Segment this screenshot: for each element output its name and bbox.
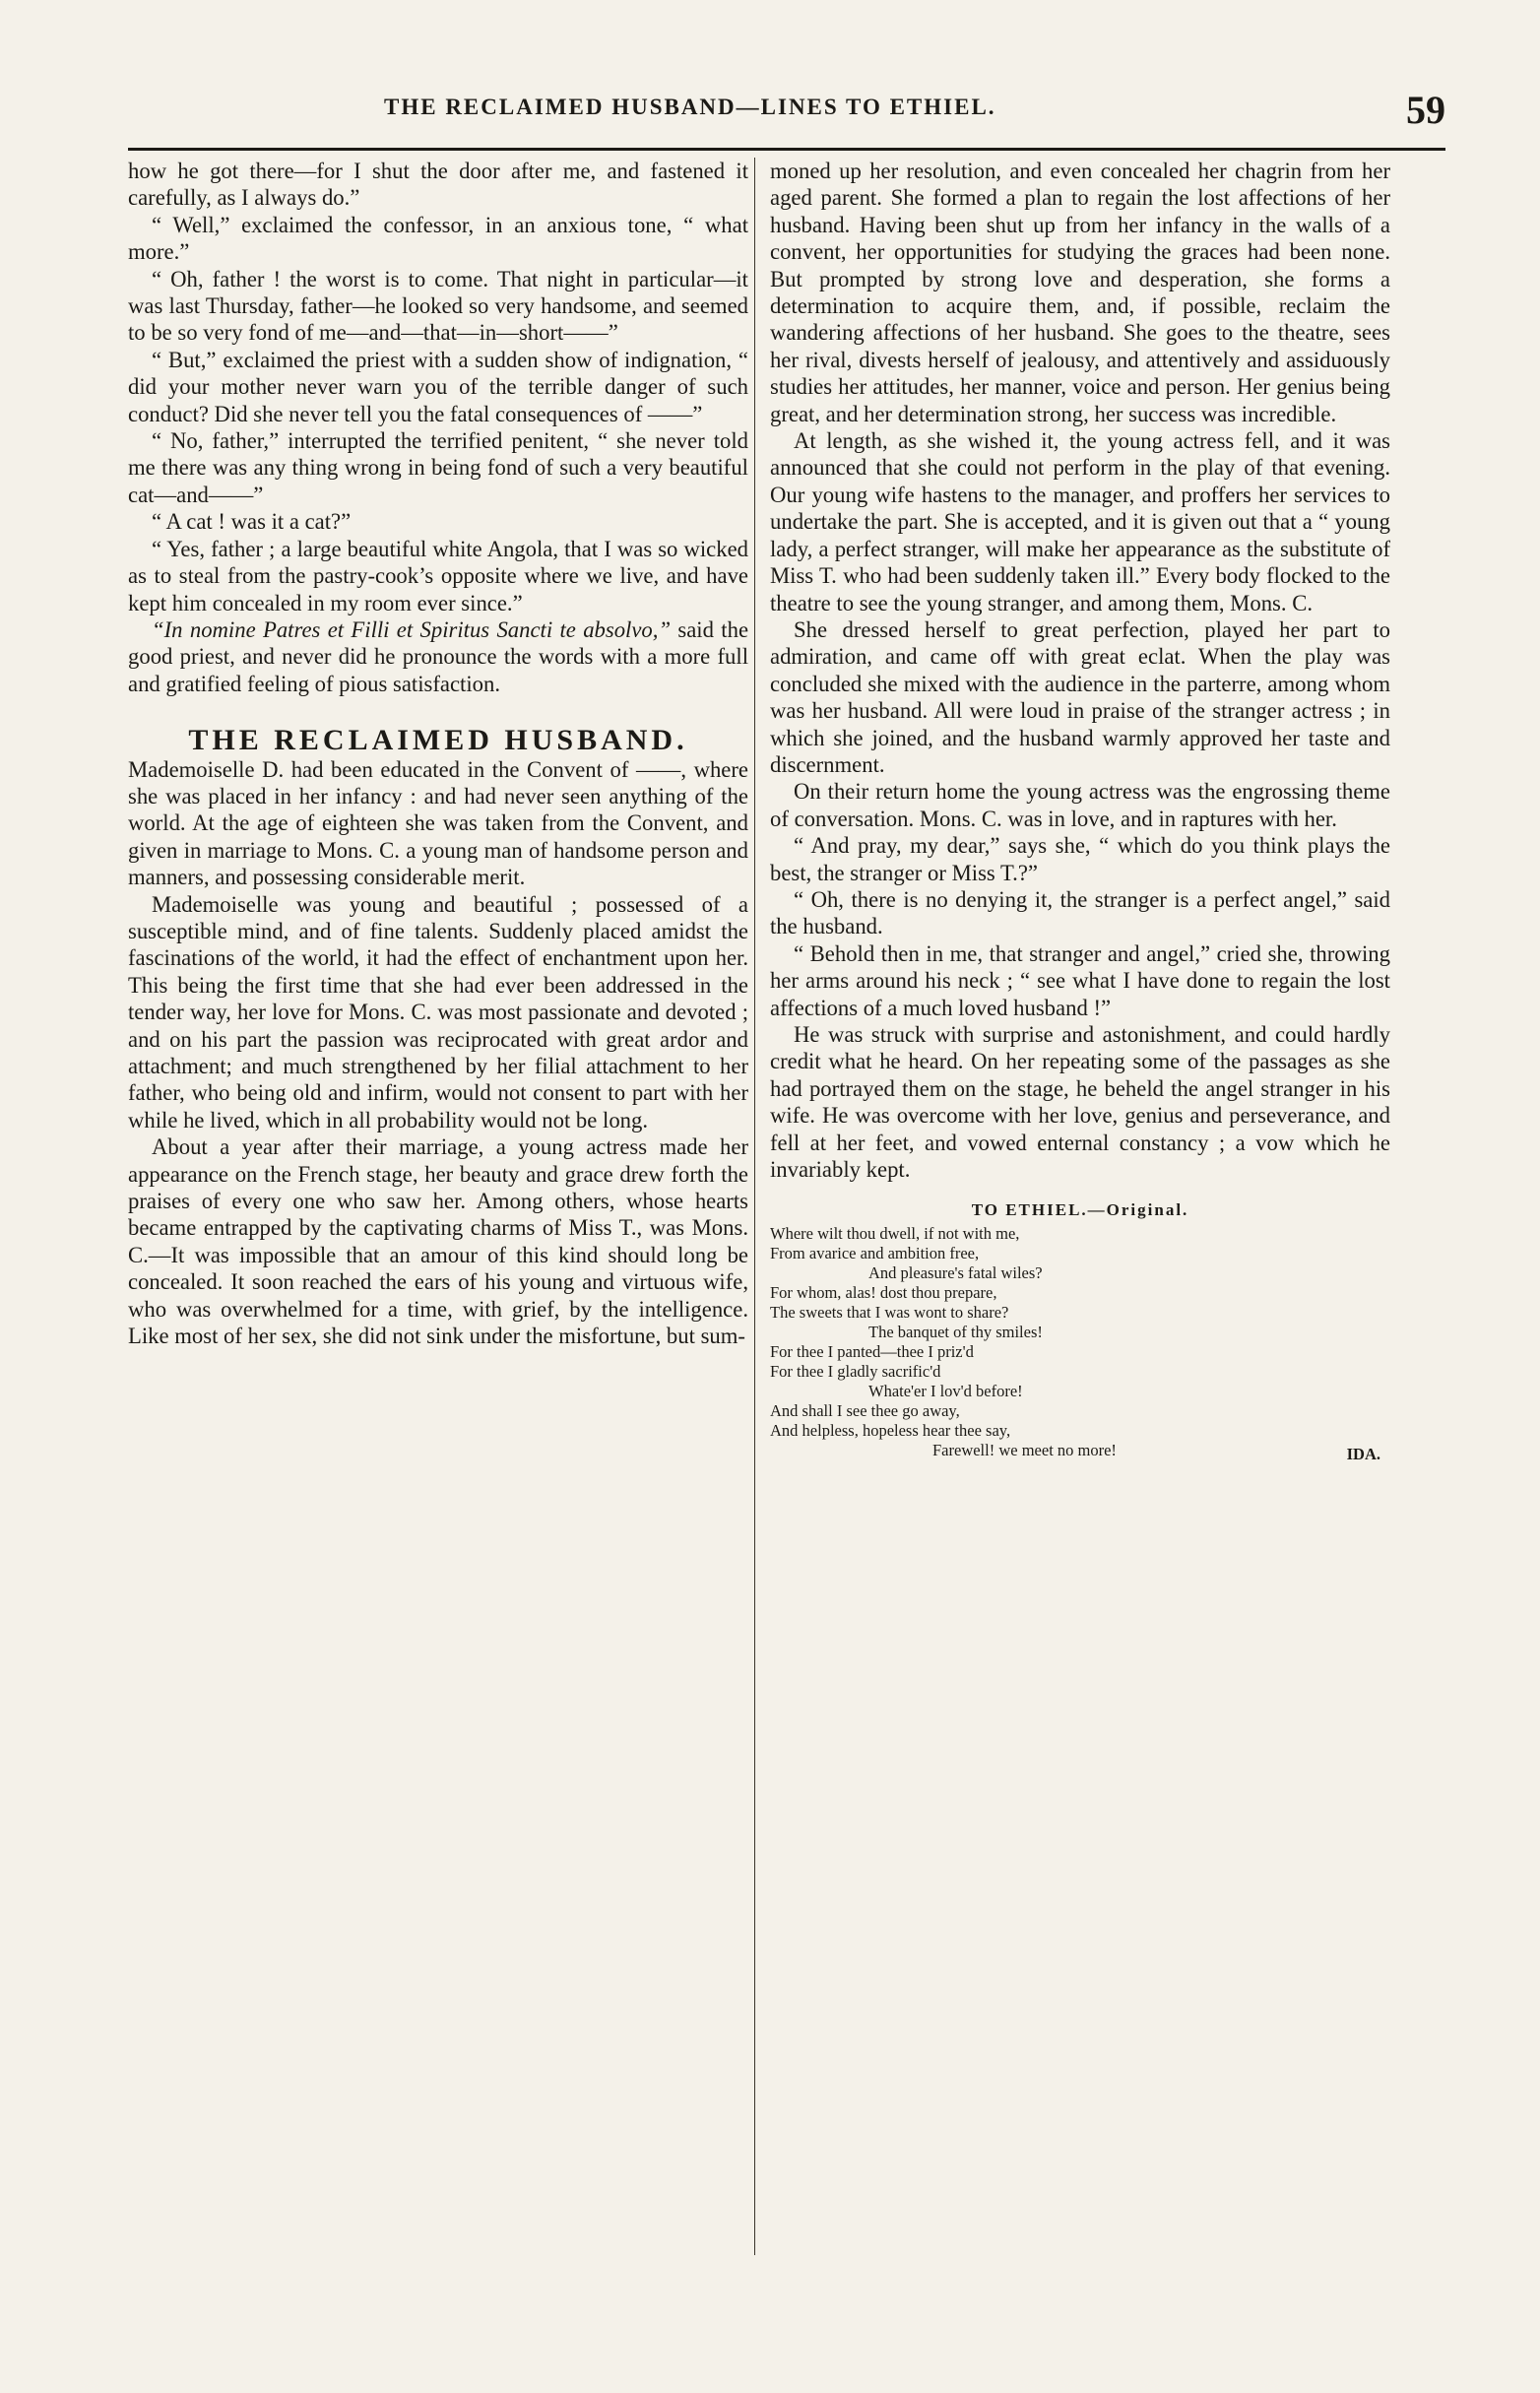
story-paragraph: “ No, father,” interrupted the terrified penitent, “ she never told me there was any thing wrong in being fond of such a very beautiful cat—and——” [128,428,748,507]
running-head: THE RECLAIMED HUSBAND—LINES TO ETHIEL. [384,95,996,119]
article-paragraph: About a year after their marriage, a young actress made her appearance on the French stage, her beauty and grace drew forth the praises of every one who saw her. Among others, whose hearts became entrapped by the captivating charms of Miss T., was Mons. C.—It was impossible that an amour of this kind should long be concealed. It soon reached the ears of his young and virtuous wife, who was overwhelmed for a time, with grief, by the intelligence. Like most of her sex, she did not sink under the misfortune, but sum- [128,1134,748,1349]
poem-line: For whom, alas! dost thou prepare, [770,1282,997,1302]
story-paragraph: “ Yes, father ; a large beautiful white Angola, that I was so wicked as to steal from the pastry-cook’s opposite where we live, and have kept him concealed in my room ever since.” [128,536,748,615]
story-paragraph: “ But,” exclaimed the priest with a sudden show of indignation, “ did your mother never warn you of the terrible danger of such conduct? Did she never tell you the fatal consequences of ——” [128,347,748,426]
article-paragraph: “ Behold then in me, that stranger and angel,” cried she, throwing her arms around his neck ; “ see what I have done to regain the lost affections of a much loved husband !” [770,940,1390,1020]
header-rule [128,148,1445,151]
article-paragraph: moned up her resolution, and even concealed her chagrin from her aged parent. She formed a plan to regain the lost affections of her husband. Having been shut up from her infancy in the walls of a convent, her opportunities for studying the graces had been none. But prompted by strong love and desperation, she forms a determination to acquire them, and, if possible, reclaim the wandering affections of her husband. She goes to the theatre, sees her rival, divests herself of jealousy, and attentively and assiduously studies her attitudes, her manner, voice and person. Her genius being great, and her determination strong, her success was incredible. [770,159,1390,426]
poem-line: Whate'er I lov'd before! [868,1381,1023,1400]
article-paragraph: He was struck with surprise and astonishment, and could hardly credit what he heard. On her repeating some of the passages as she had portrayed them on the stage, he beheld the angel stranger in his wife. He was overcome with her love, genius and perseverance, and fell at her feet, and vowed enternal constancy ; a vow which he invariably kept. [770,1022,1390,1183]
article-paragraph: “ Oh, there is no denying it, the stranger is a perfect angel,” said the husband. [770,886,1390,939]
latin-phrase: “In nomine Patres et Filli et Spiritus Sancti te absolvo,” [152,616,672,642]
poem-line: And helpless, hopeless hear thee say, [770,1420,1011,1440]
article-paragraph: At length, as she wished it, the young actress fell, and it was announced that she could not perform in the play of that evening. Our young wife hastens to the manager, and proffers her services to undertake the part. She is accepted, and it is given out that a “ young lady, a perfect stranger, will make her appearance as the substitute of Miss T. who had been suddenly taken ill.” Every body flocked to the theatre to see the young stranger, and among them, Mons. C. [770,428,1390,615]
story-paragraph: “ Oh, father ! the worst is to come. That night in particular—it was last Thursday, father—he looked so very handsome, and seemed to be so very fond of me—and—that—in—short——” [128,266,748,346]
story-paragraph: “ Well,” exclaimed the confessor, in an anxious tone, “ what more.” [128,212,748,265]
poem-line: And pleasure's fatal wiles? [868,1262,1043,1282]
poem-line: Where wilt thou dwell, if not with me, [770,1223,1020,1243]
absolution-paragraph [128,616,748,697]
right-column [770,158,1390,2354]
story-paragraph: “ A cat ! was it a cat?” [152,509,352,535]
poem-line: The sweets that I was wont to share? [770,1302,1009,1322]
poem-line: For thee I panted—thee I priz'd [770,1341,974,1361]
poem [770,1224,1390,1460]
page-header [128,87,1445,146]
poem-line: And shall I see thee go away, [770,1400,960,1420]
column-divider [754,158,755,2255]
poem-line: For thee I gladly sacrific'd [770,1361,941,1381]
left-column [128,158,748,2354]
section-title: THE RECLAIMED HUSBAND. [188,724,688,757]
poem-line: From avarice and ambition free, [770,1243,980,1262]
article-paragraph: On their return home the young actress was the engrossing theme of conversation. Mons. C. was in love, and in raptures with her. [770,779,1390,831]
story-paragraph: how he got there—for I shut the door after me, and fastened it carefully, as I always do.” [128,159,748,211]
poem-line: Farewell! we meet no more! [932,1440,1117,1459]
poem-title: TO ETHIEL.—Original. [971,1200,1189,1220]
page-number: 59 [1406,88,1445,132]
poem-line: The banquet of thy smiles! [868,1322,1043,1341]
absolution-text: said the good priest, and never did he pronounce the words with a more full and gratified feeling of pious satisfaction. [128,616,748,696]
article-paragraph: Mademoiselle D. had been educated in the Convent of ——, where she was placed in her infancy : and had never seen anything of the world. At the age of eighteen she was taken from the Convent, and given in marriage to Mons. C. a young man of handsome person and manners, and possessing considerable merit. [128,756,748,890]
article-paragraph: Mademoiselle was young and beautiful ; possessed of a susceptible mind, and of fine talents. Suddenly placed amidst the fascinations of the world, it had the effect of enchantment upon her. This being the first time that she had ever been addressed in the tender way, her love for Mons. C. was most passionate and devoted ; and on his part the passion was reciprocated with great ardor and attachment; and much strengthened by her filial attachment to her father, who being old and infirm, would not consent to part with her while he lived, which in all probability would not be long. [128,891,748,1132]
article-paragraph: She dressed herself to great perfection, played her part to admiration, and came off with great eclat. When the play was concluded she mixed with the audience in the parterre, among whom was her husband. All were loud in praise of the stranger actress ; in which she joined, and the husband warmly approved her taste and discernment. [770,616,1390,777]
article-paragraph: “ And pray, my dear,” says she, “ which do you think plays the best, the stranger or Miss T.?” [770,833,1390,885]
poem-signature: IDA. [1346,1444,1380,1463]
